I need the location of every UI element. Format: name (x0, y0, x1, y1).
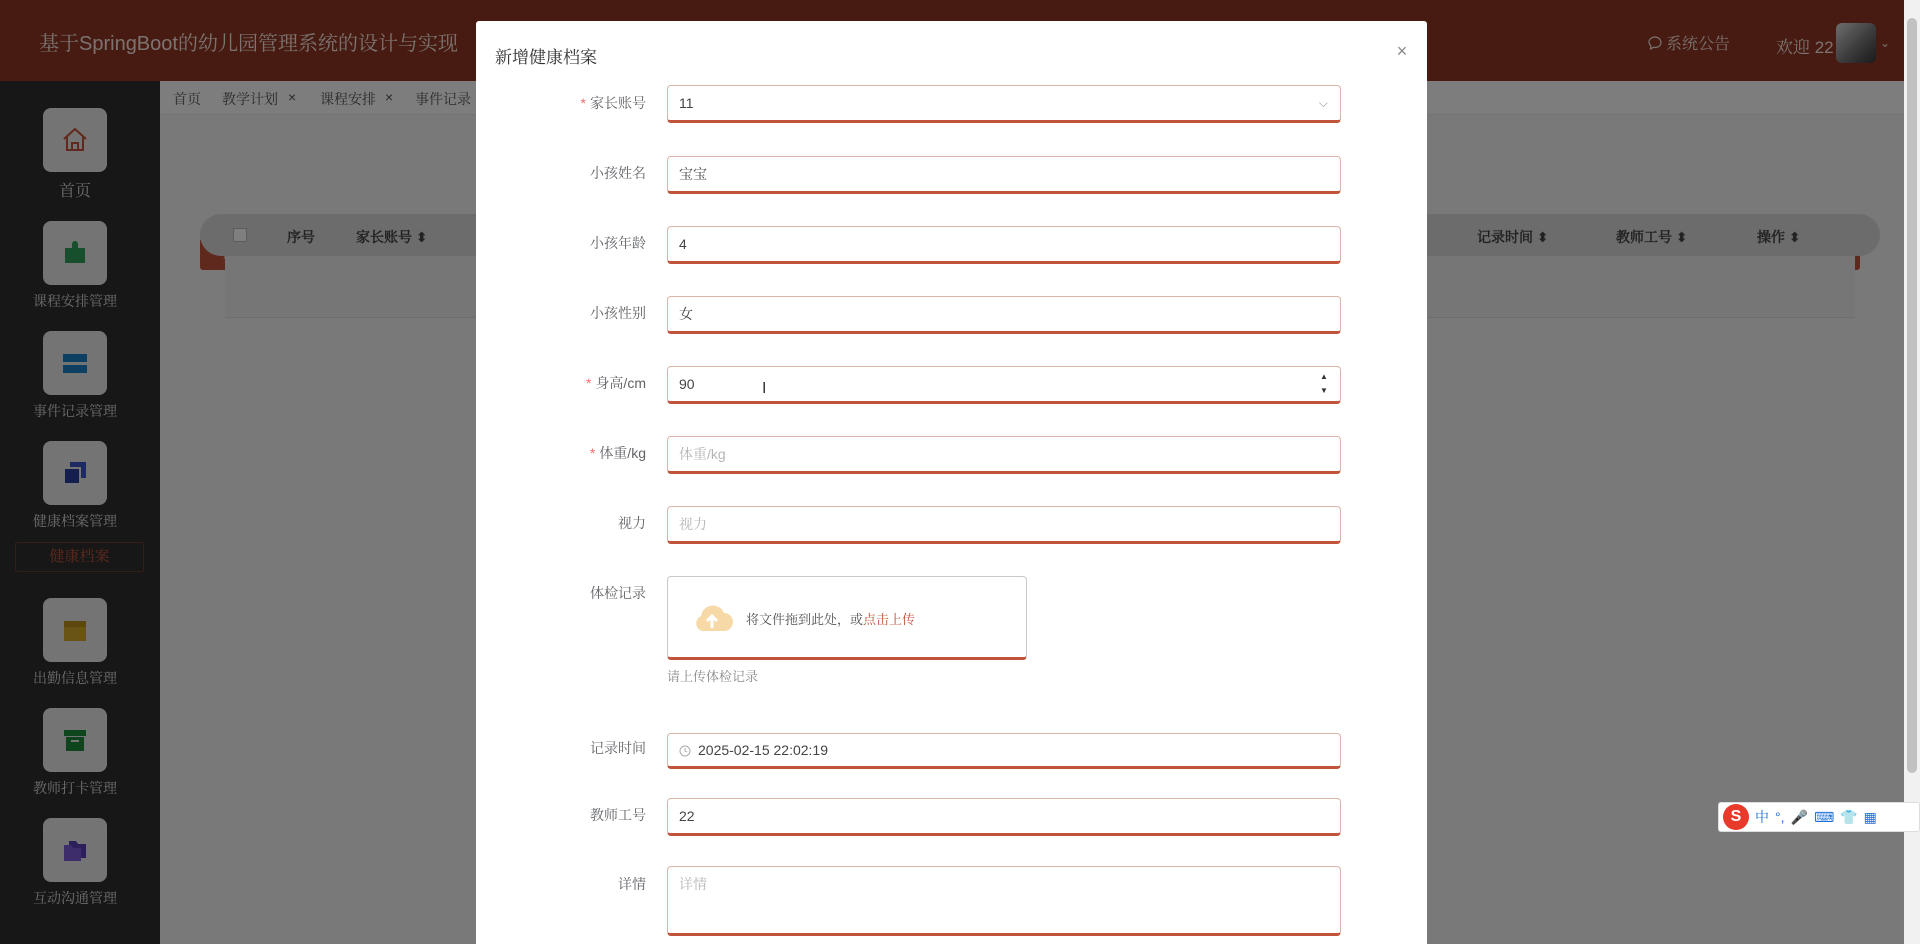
upload-hint: 将文件拖到此处，或点击上传 (746, 612, 916, 627)
close-icon[interactable]: × (1396, 41, 1408, 61)
exam-record-label: 体检记录 (590, 585, 646, 601)
upload-tip: 请上传体检记录 (667, 669, 759, 684)
details-textarea[interactable]: 详情 (667, 866, 1341, 936)
child-name-input[interactable]: 宝宝 (667, 156, 1341, 194)
parent-account-label: * 家长账号 (580, 95, 646, 111)
ime-mode-label[interactable]: 中 (1755, 809, 1769, 825)
microphone-icon[interactable]: 🎤 (1790, 808, 1808, 825)
keyboard-icon[interactable]: ⌨ (1813, 808, 1835, 825)
cloud-upload-icon (690, 601, 734, 633)
child-name-label: 小孩姓名 (590, 165, 646, 181)
parent-account-select[interactable]: 11 ⌵ (667, 85, 1341, 123)
decrement-icon[interactable]: ▼ (1320, 386, 1328, 395)
details-label: 详情 (618, 876, 646, 892)
record-time-label: 记录时间 (590, 740, 646, 756)
teacher-id-input[interactable]: 22 (667, 798, 1341, 836)
dialog-title: 新增健康档案 (495, 48, 597, 67)
child-age-label: 小孩年龄 (590, 235, 646, 251)
text-cursor-icon: I (762, 380, 767, 397)
vision-input[interactable]: 视力 (667, 506, 1341, 544)
apps-icon[interactable]: ▦ (1863, 808, 1877, 825)
teacher-id-label: 教师工号 (590, 807, 646, 823)
height-label: * 身高/cm (585, 375, 646, 391)
sogou-logo-icon: S (1723, 804, 1749, 830)
skin-icon[interactable]: 👕 (1840, 808, 1858, 825)
weight-label: * 体重/kg (589, 445, 646, 461)
child-gender-label: 小孩性别 (590, 305, 646, 321)
clock-icon (679, 745, 691, 757)
vision-label: 视力 (618, 515, 646, 531)
increment-icon[interactable]: ▲ (1320, 372, 1328, 381)
ime-toolbar[interactable] (1718, 802, 1920, 832)
child-gender-input[interactable]: 女 (667, 296, 1341, 334)
punctuation-icon[interactable]: °, (1775, 809, 1785, 825)
chevron-down-icon: ⌵ (1318, 96, 1328, 110)
weight-input[interactable]: 体重/kg (667, 436, 1341, 474)
click-upload-link[interactable]: 点击上传 (863, 612, 916, 627)
add-health-record-dialog (476, 21, 1427, 944)
child-age-input[interactable]: 4 (667, 226, 1341, 264)
record-time-picker[interactable]: 2025-02-15 22:02:19 (667, 733, 1341, 769)
height-input[interactable]: 90 ▲ ▼ (667, 366, 1341, 404)
upload-dropzone[interactable] (667, 576, 1027, 660)
scrollbar-thumb[interactable] (1907, 18, 1917, 773)
